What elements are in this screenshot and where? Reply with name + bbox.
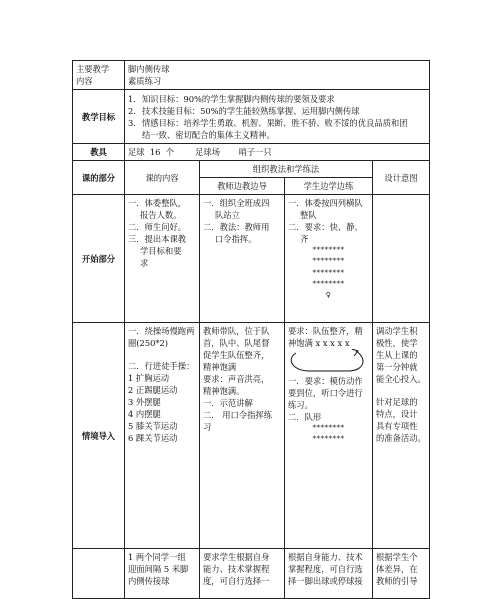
intro-student: 要求：队伍整齐，精 神饱满 x x x x x 一．要求：模仿动作 要到位，听口令进行 练习。 二．队形 ******** ******** [285, 323, 373, 549]
intro-design: 调动学生积 极性，使学 生从上课的 第一分钟就 能全心投入。 针对足球的 特点，设计 具有专项性 的准备活动。 [373, 323, 430, 549]
header-part: 课的部分 [73, 161, 125, 195]
start-part-student: 一．体委按四列横队 整队 二．要求：快、静、 齐 ******** ******** ******** ******** ♀ [285, 195, 373, 323]
header-teacher: 教师边教边导 [200, 178, 285, 195]
goal-item: 1. 知识目标：90%的学生掌握脚内侧传球的要领及要求 [128, 93, 335, 104]
header-org-method: 组织教法和学练法 [200, 161, 373, 178]
row-practice [73, 549, 430, 599]
teaching-goals-label: 教学目标 [73, 90, 125, 144]
main-content-label: 主要教学 内容 [73, 61, 125, 90]
main-content-value: 脚内侧传球 素质练习 [125, 61, 430, 90]
running-loop-arrow-icon [288, 349, 368, 375]
practice-student: 根据自身能力、技术 掌握程度，可自行选 择一脚出球或停球接 [285, 549, 373, 599]
row-situational-intro [73, 323, 430, 549]
start-part-content: 一．体委整队， 报告人数。 二．师生问好。 三．提出本课教 学目标和要 求 [125, 195, 200, 323]
row-teaching-goals [73, 90, 430, 144]
header-row-1 [73, 161, 430, 178]
header-student: 学生边学边练 [285, 178, 373, 195]
header-content: 课的内容 [125, 161, 200, 195]
teaching-goals-list [125, 90, 430, 144]
formation-diagram: ******** ******** ******** ******** ♀ [288, 245, 369, 301]
teacher-position-icon: ♀ [325, 290, 332, 299]
running-marks: x x x x x [315, 338, 350, 349]
goal-item: 3. 情感目标：培养学生勇敢、机智、果断、胜不骄、败不馁的优良品质和团 [128, 117, 408, 128]
practice-label [73, 549, 125, 599]
start-part-teacher: 一．组织全班成四 队站立 二．教法：教师用 口令指挥。 [200, 195, 285, 323]
intro-formation-diagram: ******** ******** [312, 424, 345, 444]
row-equipment [73, 144, 430, 161]
practice-content: 1 两个同学一组 迎面间隔 5 米脚 内侧传接球 [125, 549, 200, 599]
intro-content: 一．绕操场慢跑两 圈(250*2) 二．行进徒手操： 1 扩胸运动 2 正踢腿运动 3 外摆腿 4 内摆腿 5 膝关节运动 6 踝关节运动 [125, 323, 200, 549]
start-part-label: 开始部分 [73, 195, 125, 323]
goal-item: 2. 技术技能目标：50%的学生能较熟练掌握、运用脚内侧传球 [128, 105, 360, 116]
equipment-label: 教具 [73, 144, 125, 161]
start-part-design [373, 195, 430, 323]
row-main-content [73, 61, 430, 90]
row-start-part [73, 195, 430, 323]
header-design: 设计意图 [373, 161, 430, 195]
intro-teacher: 教师带队，位于队 首，队中、队尾督 促学生队伍整齐， 精神饱满 要求：声音洪亮， 精神饱满。 一．示范讲解 二． 用口令指挥练 习 [200, 323, 285, 549]
goal-item: 结一致、密切配合的集体主义精神。 [142, 129, 275, 140]
intro-label: 情境导入 [73, 323, 125, 549]
equipment-value: 足球 16 个 足球场 哨子一只 [125, 144, 430, 161]
practice-teacher: 要求学生根据自身 能力、技术掌握程 度，可自行选择一 [200, 549, 285, 599]
practice-design: 根据学生个 体差异，在 教师的引导 [373, 549, 430, 599]
lesson-plan-table [72, 60, 430, 599]
